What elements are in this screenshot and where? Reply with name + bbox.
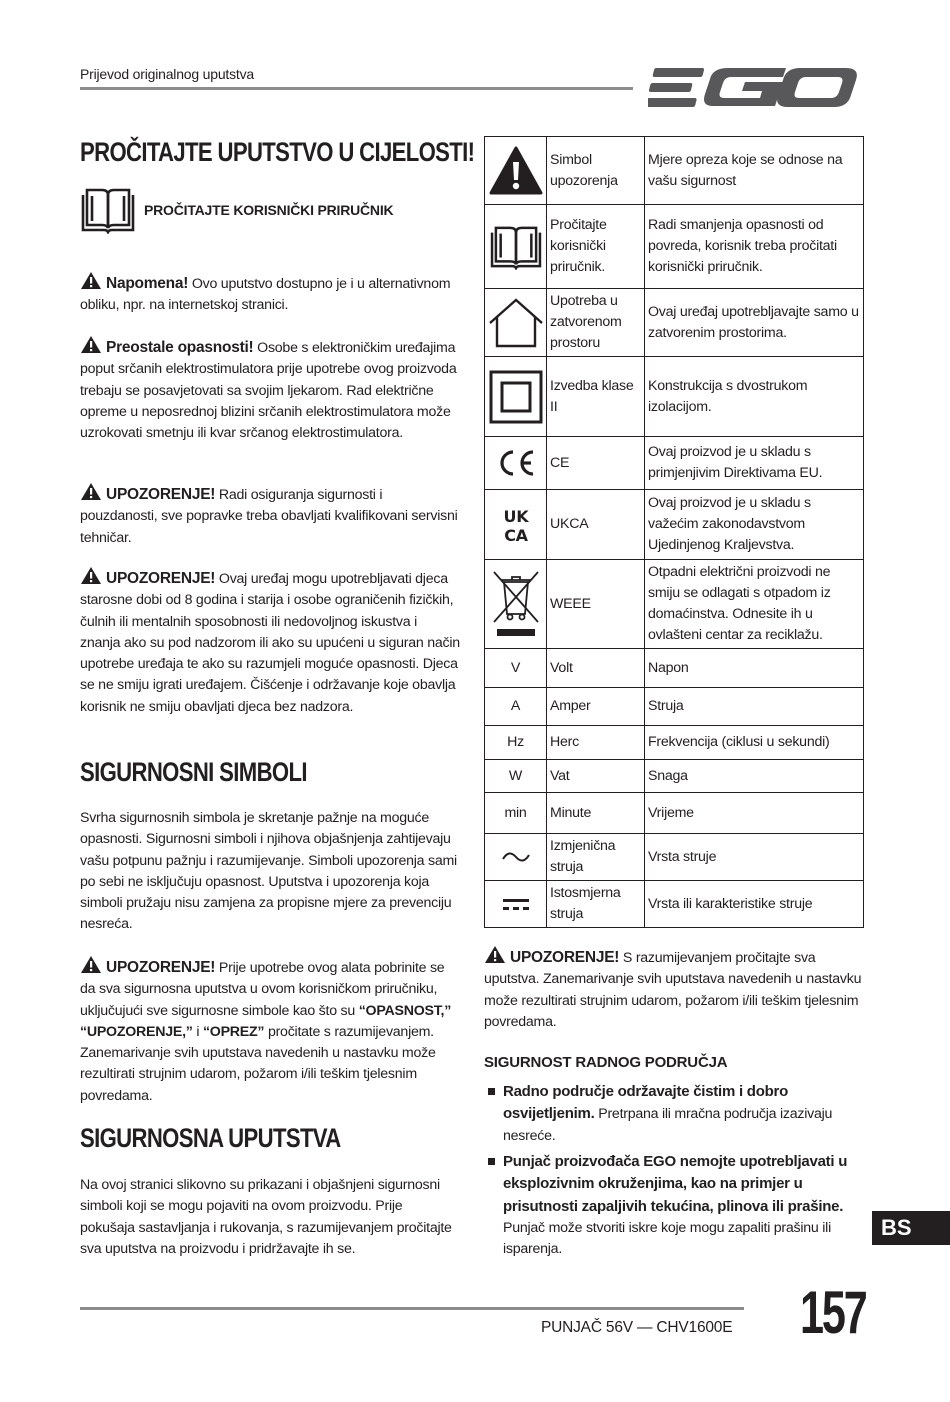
- class-ii-icon: [489, 370, 543, 424]
- page-number: 157: [800, 1279, 866, 1346]
- table-row: [485, 357, 864, 437]
- warning-icon: [80, 955, 102, 974]
- safety-symbols-table: [484, 136, 864, 928]
- warning-read-all-paragraph: UPOZORENJE! S razumijevanjem pročitajte sva uputstva. Zanemarivanje svih uputstava navedenih u nastavku može rezultirati strujnim udarom, požarom i/ili teškim tjelesnim povredama.: [484, 945, 862, 1033]
- safety-symbols-text: Svrha sigurnosnih simbola je skretanje pažnje na moguće opasnosti. Sigurnosni simboli i njihova objašnjenja zahtijevaju vašu potpunu pažnju i razumijevanje. Simboli upozorenja sami po sebi ne isključuju opasnost. Uputstva i upozorenja koja simboli pružaju nisu zamjena za propisne mjere za prevenciju nesreća.: [80, 810, 457, 933]
- symbol-name: Izvedba klase II: [547, 357, 645, 437]
- ego-logo: [648, 62, 862, 112]
- symbol-description: Ovaj proizvod je u skladu s važećim zakonodavstvom Ujedinjenog Kraljevstva.: [645, 490, 864, 560]
- symbol-cell: [485, 490, 547, 560]
- symbol-unit: W: [485, 760, 547, 793]
- symbol-description: Radi smanjenja opasnosti od povreda, korisnik treba pročitati korisnički priručnik.: [645, 205, 864, 289]
- safety-symbols-title: SIGURNOSNI SIMBOLI: [80, 757, 307, 787]
- symbol-name: Izmjenična struja: [547, 834, 645, 881]
- symbol-unit: Hz: [485, 726, 547, 760]
- symbol-name: Volt: [547, 649, 645, 688]
- svg-text:CA: CA: [503, 525, 528, 545]
- symbol-description: Vrijeme: [645, 793, 864, 834]
- indoor-house-icon: [488, 297, 544, 349]
- symbol-description: Ovaj proizvod je u skladu s primjenjivim Direktivama EU.: [645, 437, 864, 490]
- symbol-description: Mjere opreza koje se odnose na vašu sigurnost: [645, 137, 864, 205]
- symbol-cell: [485, 560, 547, 649]
- symbol-cell: [485, 881, 547, 928]
- table-row: [485, 793, 864, 834]
- language-tab: BS: [872, 1211, 950, 1245]
- symbol-name: Simbol upozorenja: [547, 137, 645, 205]
- symbol-description: Ovaj uređaj upotrebljavajte samo u zatvorenim prostorima.: [645, 289, 864, 357]
- list-item: Punjač proizvođača EGO nemojte upotrebljavati u eksplozivnim okruženjima, kao na primjer u prisutnosti zapaljivih tekućina, plinova ili prašine. Punjač može stvoriti iskre koje mogu zapaliti prašinu ili isparenja.: [484, 1151, 864, 1260]
- symbol-description: Vrsta ili karakteristike struje: [645, 881, 864, 928]
- warning-triangle-icon: [489, 146, 543, 196]
- symbol-description: Frekvencija (ciklusi u sekundi): [645, 726, 864, 760]
- symbol-cell: [485, 205, 547, 289]
- table-row: [485, 289, 864, 357]
- ukca-mark-icon: [496, 505, 536, 545]
- safety-instructions-title: SIGURNOSNA UPUTSTVA: [80, 1123, 341, 1153]
- read-manual-icon: [80, 186, 136, 234]
- warning-icon: [80, 566, 102, 585]
- warning-icon: [484, 945, 506, 964]
- table-row: [485, 560, 864, 649]
- residual-risks-paragraph: Preostale opasnosti! Osobe s elektroničkim uređajima poput srčanih elektrostimulatora prije upotrebe ovog proizvoda trebaju se posavjetovati sa svojim ljekarom. Rad električne opreme u neposrednoj blizini srčanih elektrostimulatora može uzrokovati smetnju ili kvar srčanog elektrostimulatora.: [80, 335, 460, 444]
- table-row: [485, 490, 864, 560]
- symbol-cell: [485, 834, 547, 881]
- symbol-name: Herc: [547, 726, 645, 760]
- symbol-unit: A: [485, 688, 547, 726]
- table-row: [485, 688, 864, 726]
- symbol-name: Vat: [547, 760, 645, 793]
- list-item: Radno područje održavajte čistim i dobro osvijetljenim. Pretrpana ili mračna područja izazivaju nesreće.: [484, 1081, 864, 1147]
- product-name: PUNJAČ 56V — CHV1600E: [541, 1319, 733, 1336]
- symbol-name: Amper: [547, 688, 645, 726]
- work-area-safety-heading: SIGURNOST RADNOG PODRUČJA: [484, 1054, 728, 1071]
- symbol-name: Pročitajte korisnički priručnik.: [547, 205, 645, 289]
- symbol-description: Napon: [645, 649, 864, 688]
- table-row: [485, 726, 864, 760]
- table-row: [485, 760, 864, 793]
- symbol-cell: [485, 357, 547, 437]
- svg-text:UK: UK: [503, 506, 528, 526]
- warning-repairs-paragraph: UPOZORENJE! Radi osiguranja sigurnosti i pouzdanosti, sve popravke treba obavljati kvalifikovani servisni tehničar.: [80, 482, 460, 549]
- table-row: [485, 205, 864, 289]
- warning-icon: [80, 335, 102, 354]
- warning-icon: [80, 482, 102, 501]
- warning-icon: [80, 271, 102, 290]
- ce-mark-icon: [496, 449, 536, 477]
- safety-instructions-text: Na ovoj stranici slikovno su prikazani i objašnjeni sigurnosni simboli koji se mogu pojaviti na ovom proizvodu. Prije pokušaja sastavljanja i rukovanja, s razumijevanjem pročitajte sva uputstva na proizvodu i pridržavajte ih se.: [80, 1177, 452, 1257]
- symbol-cell: [485, 437, 547, 490]
- table-row: [485, 649, 864, 688]
- table-row: [485, 437, 864, 490]
- table-row: [485, 881, 864, 928]
- read-all-title: PROČITAJTE UPUTSTVO U CIJELOSTI!: [80, 137, 475, 167]
- header-rule: [80, 87, 633, 90]
- symbol-unit: V: [485, 649, 547, 688]
- table-row: [485, 137, 864, 205]
- symbol-name: CE: [547, 437, 645, 490]
- symbol-cell: [485, 289, 547, 357]
- symbol-description: Snaga: [645, 760, 864, 793]
- symbol-name: UKCA: [547, 490, 645, 560]
- symbol-description: Struja: [645, 688, 864, 726]
- symbol-name: Istosmjerna struja: [547, 881, 645, 928]
- bullet-marker: [488, 1158, 495, 1165]
- weee-bin-icon: [491, 566, 541, 642]
- symbol-description: Konstrukcija s dvostrukom izolacijom.: [645, 357, 864, 437]
- bullet-marker: [488, 1088, 495, 1095]
- warning-read-instructions-paragraph: UPOZORENJE! Prije upotrebe ovog alata pobrinite se da sva sigurnosna uputstva u ovom korisničkom priručniku, uključujući sve sigurnosne simbole kao što su “OPASNOST,” “UPOZORENJE,” i “OPREZ” pročitate s razumijevanjem. Zanemarivanje svih uputstava navedenih u nastavku može rezultirati strujnim udarom, požarom i/ili teškim tjelesnim povredama.: [80, 955, 460, 1107]
- footer-rule: [80, 1307, 744, 1310]
- table-row: [485, 834, 864, 881]
- document-subtitle: Prijevod originalnog uputstva: [80, 66, 254, 82]
- symbol-name: WEEE: [547, 560, 645, 649]
- read-manual-icon: [489, 224, 543, 270]
- direct-current-icon: [502, 896, 530, 912]
- symbol-name: Upotreba u zatvorenom prostoru: [547, 289, 645, 357]
- read-manual-label: PROČITAJTE KORISNIČKI PRIRUČNIK: [144, 202, 394, 218]
- symbol-unit: min: [485, 793, 547, 834]
- alternating-current-icon: [501, 849, 531, 865]
- note-paragraph: Napomena! Ovo uputstvo dostupno je i u alternativnom obliku, npr. na internetskoj stranici.: [80, 271, 460, 317]
- warning-children-paragraph: UPOZORENJE! Ovaj uređaj mogu upotrebljavati djeca starosne dobi od 8 godina i starija i osobe ograničenih fizičkih, čulnih ili mentalnih sposobnosti ili nedovoljnog iskustva i znanja ako su pod nadzorom ili ako su upućeni u siguran način upotrebe uređaja te ako su razumjeli moguće opasnosti. Djeca se ne smiju igrati uređajem. Čišćenje i održavanje koje obavlja korisnik ne smiju obavljati djeca bez nadzora.: [80, 566, 460, 718]
- symbol-description: Otpadni električni proizvodi ne smiju se odlagati s otpadom iz domaćinstva. Odnesite ih u ovlašteni centar za reciklažu.: [645, 560, 864, 649]
- symbol-description: Vrsta struje: [645, 834, 864, 881]
- symbol-cell: [485, 137, 547, 205]
- read-manual-row: [80, 186, 393, 234]
- symbol-name: Minute: [547, 793, 645, 834]
